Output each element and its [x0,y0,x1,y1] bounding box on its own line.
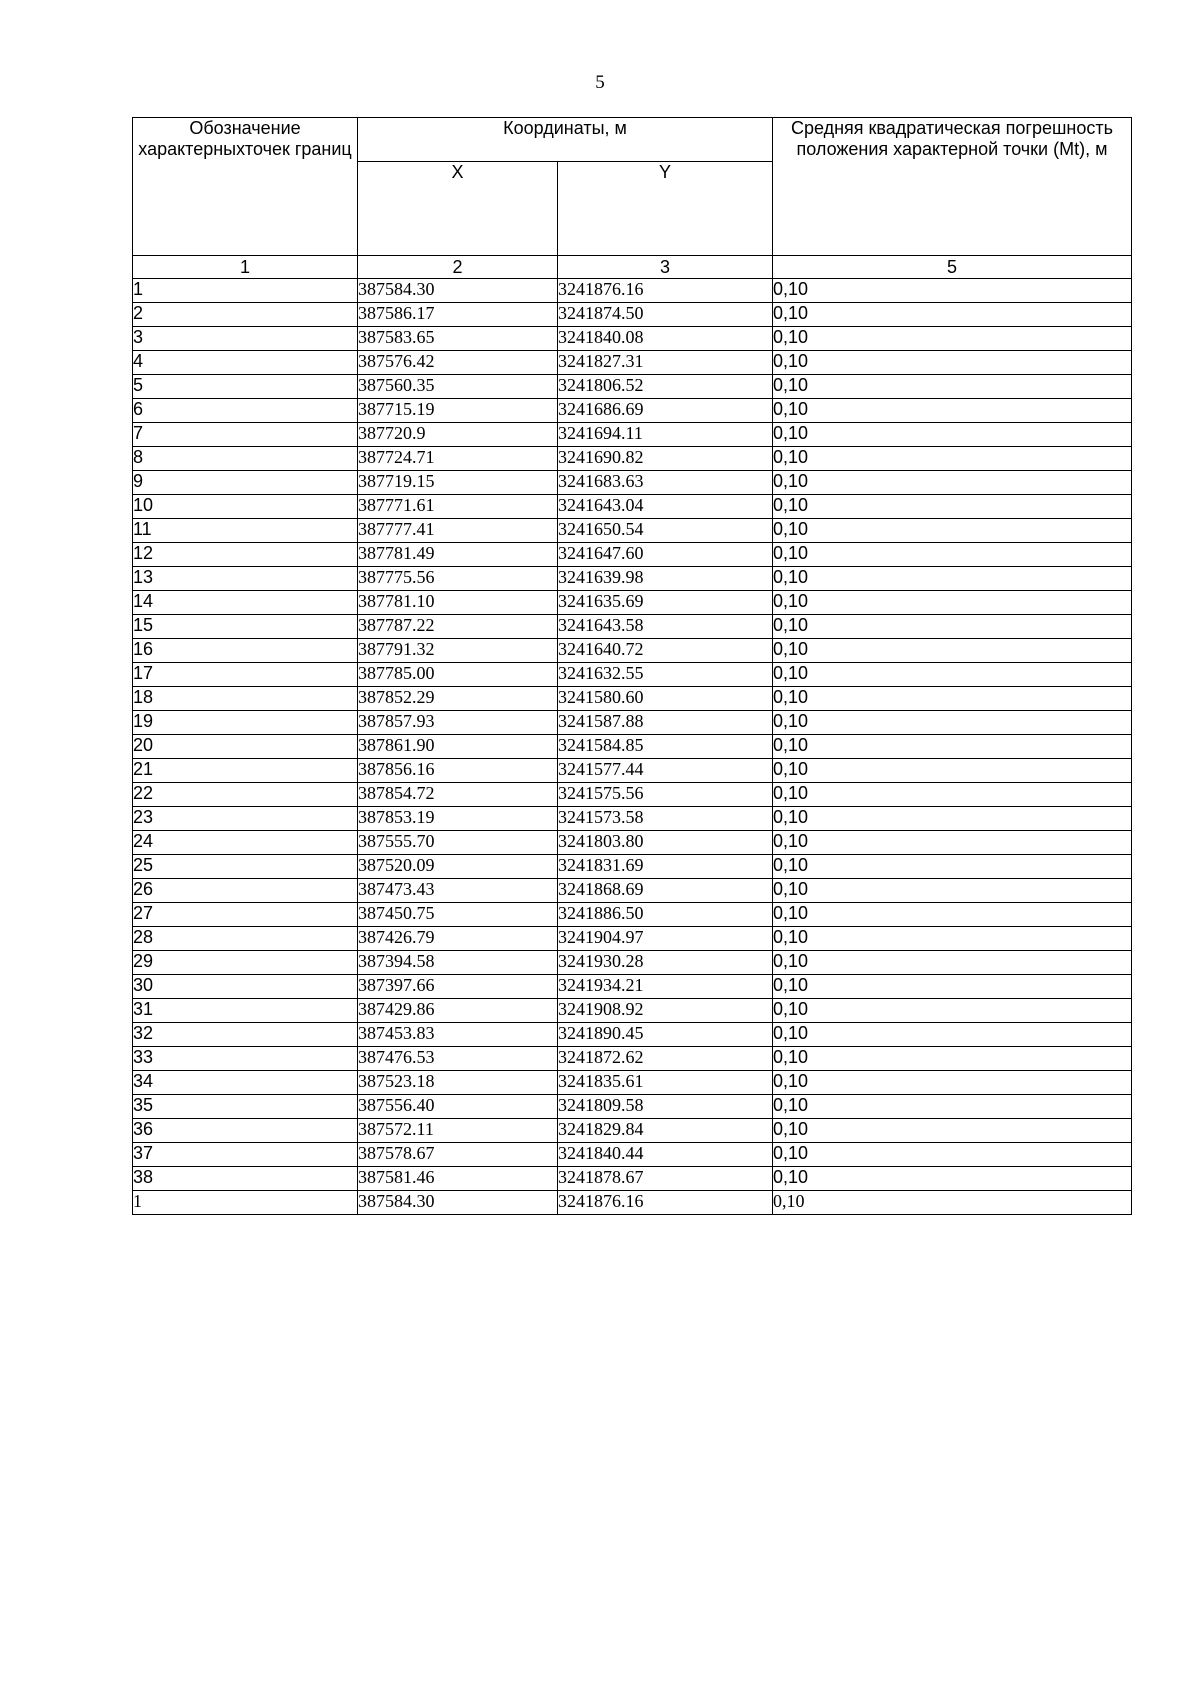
accuracy-cell: 0,10 [773,495,1132,519]
y-coordinate-cell: 3241683.63 [558,471,773,495]
table-row [133,279,1132,303]
header-accuracy: Средняя квадратическая погрешность положения характерной точки (Mt), м [773,118,1132,256]
accuracy-cell: 0,10 [773,735,1132,759]
accuracy-cell: 0,10 [773,855,1132,879]
x-coordinate-cell: 387584.30 [358,279,558,303]
y-coordinate-cell: 3241930.28 [558,951,773,975]
table-row [133,615,1132,639]
y-coordinate-cell: 3241803.80 [558,831,773,855]
point-id-cell: 4 [133,351,358,375]
x-coordinate-cell: 387473.43 [358,879,558,903]
x-coordinate-cell: 387584.30 [358,1191,558,1215]
y-coordinate-cell: 3241650.54 [558,519,773,543]
table-row [133,399,1132,423]
y-coordinate-cell: 3241575.56 [558,783,773,807]
table-row [133,735,1132,759]
x-coordinate-cell: 387791.32 [358,639,558,663]
y-coordinate-cell: 3241840.08 [558,327,773,351]
x-coordinate-cell: 387397.66 [358,975,558,999]
y-coordinate-cell: 3241835.61 [558,1071,773,1095]
y-coordinate-cell: 3241809.58 [558,1095,773,1119]
point-id-cell: 7 [133,423,358,447]
table-row [133,927,1132,951]
x-coordinate-cell: 387854.72 [358,783,558,807]
accuracy-cell: 0,10 [773,663,1132,687]
point-id-cell: 17 [133,663,358,687]
y-coordinate-cell: 3241934.21 [558,975,773,999]
table-row [133,423,1132,447]
y-coordinate-cell: 3241640.72 [558,639,773,663]
y-coordinate-cell: 3241827.31 [558,351,773,375]
point-id-cell: 18 [133,687,358,711]
x-coordinate-cell: 387560.35 [358,375,558,399]
table-row [133,879,1132,903]
y-coordinate-cell: 3241831.69 [558,855,773,879]
accuracy-cell: 0,10 [773,471,1132,495]
x-coordinate-cell: 387476.53 [358,1047,558,1071]
x-coordinate-cell: 387777.41 [358,519,558,543]
x-coordinate-cell: 387453.83 [358,1023,558,1047]
table-row [133,951,1132,975]
point-id-cell: 8 [133,447,358,471]
x-coordinate-cell: 387581.46 [358,1167,558,1191]
y-coordinate-cell: 3241573.58 [558,807,773,831]
accuracy-cell: 0,10 [773,423,1132,447]
y-coordinate-cell: 3241904.97 [558,927,773,951]
accuracy-cell: 0,10 [773,711,1132,735]
point-id-cell: 36 [133,1119,358,1143]
accuracy-cell: 0,10 [773,903,1132,927]
table-row [133,519,1132,543]
accuracy-cell: 0,10 [773,591,1132,615]
y-coordinate-cell: 3241690.82 [558,447,773,471]
point-id-cell: 19 [133,711,358,735]
table-row [133,1143,1132,1167]
header-point-designation: Обозначение характерныхточек границ [133,118,358,256]
x-coordinate-cell: 387856.16 [358,759,558,783]
accuracy-cell: 0,10 [773,783,1132,807]
point-id-cell: 33 [133,1047,358,1071]
table-row [133,351,1132,375]
table-row [133,807,1132,831]
accuracy-cell: 0,10 [773,447,1132,471]
header-coordinates: Координаты, м [358,118,773,162]
table-row [133,1167,1132,1191]
point-id-cell: 11 [133,519,358,543]
point-id-cell: 27 [133,903,358,927]
accuracy-cell: 0,10 [773,567,1132,591]
table-row [133,471,1132,495]
y-coordinate-cell: 3241876.16 [558,279,773,303]
x-coordinate-cell: 387781.49 [358,543,558,567]
point-id-cell: 3 [133,327,358,351]
column-number: 3 [558,256,773,279]
header-y: Y [558,162,773,256]
x-coordinate-cell: 387429.86 [358,999,558,1023]
accuracy-cell: 0,10 [773,999,1132,1023]
accuracy-cell: 0,10 [773,279,1132,303]
point-id-cell: 29 [133,951,358,975]
table-row [133,447,1132,471]
point-id-cell: 21 [133,759,358,783]
x-coordinate-cell: 387572.11 [358,1119,558,1143]
point-id-cell: 10 [133,495,358,519]
point-id-cell: 34 [133,1071,358,1095]
table-row [133,327,1132,351]
table-row [133,543,1132,567]
x-coordinate-cell: 387787.22 [358,615,558,639]
table-row [133,303,1132,327]
y-coordinate-cell: 3241577.44 [558,759,773,783]
accuracy-cell: 0,10 [773,543,1132,567]
point-id-cell: 31 [133,999,358,1023]
point-id-cell: 37 [133,1143,358,1167]
table-row [133,567,1132,591]
y-coordinate-cell: 3241806.52 [558,375,773,399]
x-coordinate-cell: 387520.09 [358,855,558,879]
table-row [133,1119,1132,1143]
x-coordinate-cell: 387586.17 [358,303,558,327]
accuracy-cell: 0,10 [773,1143,1132,1167]
y-coordinate-cell: 3241643.04 [558,495,773,519]
y-coordinate-cell: 3241647.60 [558,543,773,567]
y-coordinate-cell: 3241876.16 [558,1191,773,1215]
point-id-cell: 22 [133,783,358,807]
y-coordinate-cell: 3241829.84 [558,1119,773,1143]
table-row [133,1047,1132,1071]
table-row [133,639,1132,663]
x-coordinate-cell: 387853.19 [358,807,558,831]
y-coordinate-cell: 3241686.69 [558,399,773,423]
x-coordinate-cell: 387771.61 [358,495,558,519]
accuracy-cell: 0,10 [773,927,1132,951]
accuracy-cell: 0,10 [773,831,1132,855]
table-row [133,855,1132,879]
table-row [133,783,1132,807]
point-id-cell: 9 [133,471,358,495]
x-coordinate-cell: 387724.71 [358,447,558,471]
x-coordinate-cell: 387715.19 [358,399,558,423]
accuracy-cell: 0,10 [773,759,1132,783]
accuracy-cell: 0,10 [773,951,1132,975]
y-coordinate-cell: 3241886.50 [558,903,773,927]
y-coordinate-cell: 3241872.62 [558,1047,773,1071]
x-coordinate-cell: 387720.9 [358,423,558,447]
x-coordinate-cell: 387556.40 [358,1095,558,1119]
table-row [133,1071,1132,1095]
point-id-cell: 6 [133,399,358,423]
point-id-cell: 35 [133,1095,358,1119]
accuracy-cell: 0,10 [773,1119,1132,1143]
point-id-cell: 12 [133,543,358,567]
accuracy-cell: 0,10 [773,975,1132,999]
table-row [133,831,1132,855]
accuracy-cell: 0,10 [773,327,1132,351]
table-row [133,975,1132,999]
point-id-cell: 30 [133,975,358,999]
x-coordinate-cell: 387785.00 [358,663,558,687]
y-coordinate-cell: 3241890.45 [558,1023,773,1047]
y-coordinate-cell: 3241840.44 [558,1143,773,1167]
x-coordinate-cell: 387523.18 [358,1071,558,1095]
accuracy-cell: 0,10 [773,879,1132,903]
accuracy-cell: 0,10 [773,1095,1132,1119]
y-coordinate-cell: 3241868.69 [558,879,773,903]
x-coordinate-cell: 387394.58 [358,951,558,975]
point-id-cell: 20 [133,735,358,759]
table-row [133,759,1132,783]
point-id-cell: 15 [133,615,358,639]
table-row [133,999,1132,1023]
column-number: 5 [773,256,1132,279]
column-number: 2 [358,256,558,279]
accuracy-cell: 0,10 [773,615,1132,639]
table-row [133,1023,1132,1047]
accuracy-cell: 0,10 [773,1023,1132,1047]
accuracy-cell: 0,10 [773,1071,1132,1095]
x-coordinate-cell: 387576.42 [358,351,558,375]
table-row [133,495,1132,519]
y-coordinate-cell: 3241587.88 [558,711,773,735]
point-id-cell: 2 [133,303,358,327]
table-row [133,591,1132,615]
point-id-cell: 13 [133,567,358,591]
x-coordinate-cell: 387857.93 [358,711,558,735]
x-coordinate-cell: 387719.15 [358,471,558,495]
column-number: 1 [133,256,358,279]
point-id-cell: 24 [133,831,358,855]
y-coordinate-cell: 3241632.55 [558,663,773,687]
coordinates-table [132,117,1132,1215]
x-coordinate-cell: 387450.75 [358,903,558,927]
x-coordinate-cell: 387775.56 [358,567,558,591]
table-row [133,903,1132,927]
accuracy-cell: 0,10 [773,639,1132,663]
point-id-cell: 23 [133,807,358,831]
table-row [133,375,1132,399]
table-row [133,663,1132,687]
point-id-cell: 26 [133,879,358,903]
table-row [133,1095,1132,1119]
y-coordinate-cell: 3241908.92 [558,999,773,1023]
accuracy-cell: 0,10 [773,375,1132,399]
point-id-cell: 25 [133,855,358,879]
page-number: 5 [595,72,605,93]
y-coordinate-cell: 3241639.98 [558,567,773,591]
y-coordinate-cell: 3241874.50 [558,303,773,327]
point-id-cell: 14 [133,591,358,615]
x-coordinate-cell: 387578.67 [358,1143,558,1167]
y-coordinate-cell: 3241643.58 [558,615,773,639]
point-id-cell: 16 [133,639,358,663]
accuracy-cell: 0,10 [773,351,1132,375]
accuracy-cell: 0,10 [773,399,1132,423]
point-id-cell: 5 [133,375,358,399]
point-id-cell: 32 [133,1023,358,1047]
accuracy-cell: 0,10 [773,303,1132,327]
table-row [133,711,1132,735]
accuracy-cell: 0,10 [773,1047,1132,1071]
y-coordinate-cell: 3241878.67 [558,1167,773,1191]
x-coordinate-cell: 387781.10 [358,591,558,615]
x-coordinate-cell: 387861.90 [358,735,558,759]
y-coordinate-cell: 3241584.85 [558,735,773,759]
table-row [133,1191,1132,1215]
point-id-cell: 1 [133,1191,358,1215]
y-coordinate-cell: 3241694.11 [558,423,773,447]
y-coordinate-cell: 3241635.69 [558,591,773,615]
accuracy-cell: 0,10 [773,687,1132,711]
y-coordinate-cell: 3241580.60 [558,687,773,711]
point-id-cell: 1 [133,279,358,303]
accuracy-cell: 0,10 [773,1167,1132,1191]
accuracy-cell: 0,10 [773,807,1132,831]
x-coordinate-cell: 387555.70 [358,831,558,855]
column-number-row [133,256,1132,279]
point-id-cell: 38 [133,1167,358,1191]
table-row [133,687,1132,711]
x-coordinate-cell: 387852.29 [358,687,558,711]
x-coordinate-cell: 387426.79 [358,927,558,951]
accuracy-cell: 0,10 [773,1191,1132,1215]
x-coordinate-cell: 387583.65 [358,327,558,351]
point-id-cell: 28 [133,927,358,951]
header-x: X [358,162,558,256]
accuracy-cell: 0,10 [773,519,1132,543]
